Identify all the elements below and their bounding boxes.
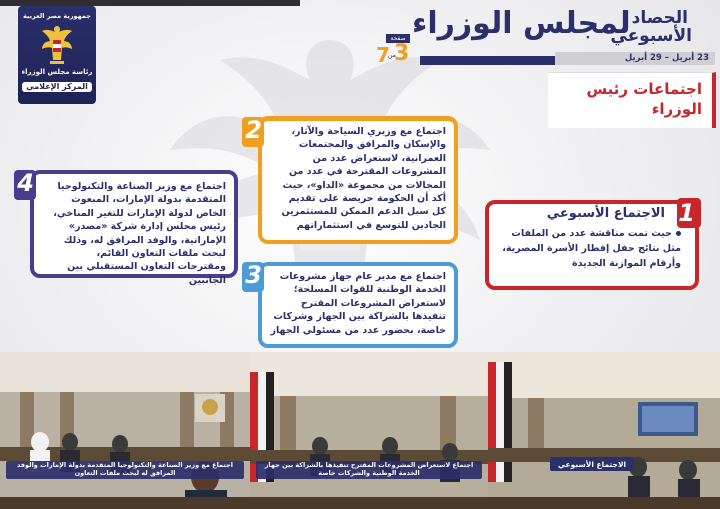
photo-caption: الاجتماع الأسبوعي xyxy=(557,460,627,469)
eagle-emblem-icon xyxy=(40,24,74,66)
photo-caption: اجتماع مع وزير الصناعة والتكنولوجيا المتقدمة بدولة الإمارات والوفد المرافق له لبحث ملفات التعاون xyxy=(17,461,233,477)
header-subtitle-2: الأسبوعي xyxy=(610,26,692,46)
card-number: 4 xyxy=(17,169,34,197)
photo-caption: اجتماع لاستعراض المشروعات المقترح تنفيذها بالشراكة بين جهاز الخدمة الوطنية والشركات خاصة xyxy=(264,461,474,477)
card-number: 2 xyxy=(245,116,262,144)
page-current: 3 xyxy=(394,41,410,66)
date-range: 23 أبريل – 29 أبريل xyxy=(555,52,715,65)
cabinet-logo xyxy=(18,6,96,104)
page-total: 7 xyxy=(376,43,390,67)
logo-line-1: جمهورية مصر العربية xyxy=(23,12,91,20)
card-text: حيث تمت مناقشة عدد من الملفات مثل نتائج حفل إفطار الأسرة المصرية، وأرقام الموازنة الجديدة xyxy=(502,228,681,269)
card-text: اجتماع مع وزير الصناعة والتكنولوجيا المتقدمة بدولة الإمارات، المبعوث الخاص لدولة الإمارات للتغير المناخي، رئيس مجلس إدارة شركة «مصدر» الإماراتية، والوفد المرافق له، وذلك لبحث ملفات التعاون القائم، ومقترحات التعاون المستقبلي بين الجانبين xyxy=(53,181,226,286)
photo-national-service-meeting xyxy=(250,352,488,509)
logo-line-3: المركز الإعلامي xyxy=(22,82,92,92)
meeting-room-image xyxy=(488,352,720,509)
card-uae-minister-meeting xyxy=(17,169,238,286)
page-counter xyxy=(378,34,416,72)
photo-uae-meeting xyxy=(0,352,250,509)
meeting-room-image xyxy=(250,352,488,509)
card-title: الاجتماع الأسبوعي xyxy=(546,206,665,221)
photo-weekly-meeting xyxy=(488,352,720,509)
logo-line-2: رئاسة مجلس الوزراء xyxy=(21,68,93,76)
card-number: 1 xyxy=(678,199,695,227)
card-number: 3 xyxy=(245,261,262,289)
section-title: اجتماعات رئيس الوزراء xyxy=(548,72,716,128)
card-text-wrapper xyxy=(501,226,681,271)
page-counter-label: صفحة xyxy=(386,34,410,43)
bullet-icon xyxy=(676,231,681,236)
card-text: اجتماع مع وزيري السياحة والآثار، والإسكان والمرافق والمجتمعات العمرانية، لاستعراض عدد من المشروعات المقترحة في عدد من المجالات من مجموعة «الداو»، حيث أكد أن الحكومة حريصة على تقديم كل سبل الدعم الممكن للمستثمرين الجادين للتوسع في استثماراتهم xyxy=(281,126,446,231)
card-weekly-meeting xyxy=(485,200,699,290)
page-of-label: من xyxy=(388,52,396,59)
meeting-room-image xyxy=(0,352,250,509)
page-title: لمجلس الوزراء xyxy=(412,6,631,41)
card-text: اجتماع مع مدير عام جهاز مشروعات الخدمة الوطنية للقوات المسلحة؛ لاستعراض المشروعات المقترح تنفيذها بالشراكة بين الجهاز وشركات خاصة، بحضور عدد من مسئولي الجهاز xyxy=(270,271,446,336)
header-underline-bar xyxy=(420,56,555,65)
card-tourism-housing-meeting xyxy=(245,116,458,244)
card-national-service-meeting xyxy=(245,261,458,348)
header-subtitle-1: الحصاد xyxy=(631,8,688,28)
